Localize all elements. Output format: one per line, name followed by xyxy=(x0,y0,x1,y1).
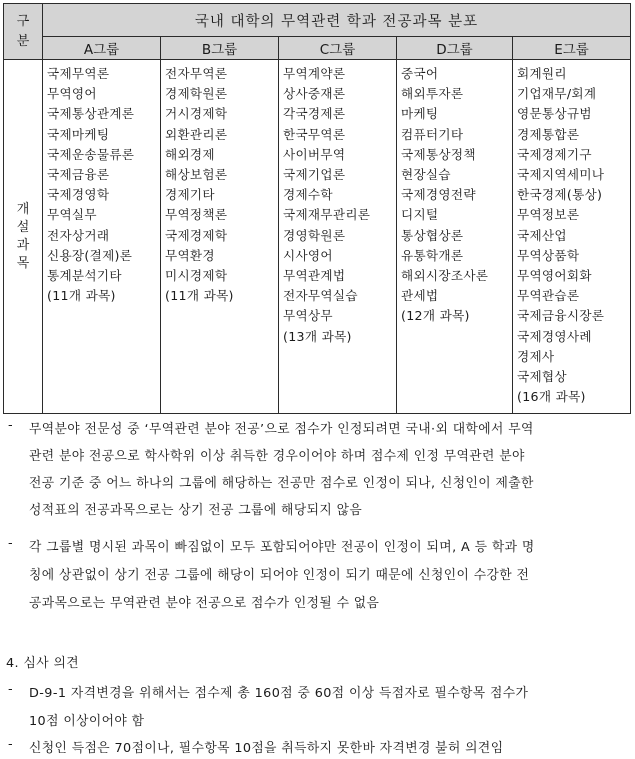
group-c-courses xyxy=(279,60,397,414)
course-item: 디지털 xyxy=(401,207,439,223)
course-item: 경제학원론 xyxy=(165,86,228,102)
course-item: 무역관습론 xyxy=(517,288,580,304)
paragraph-line: 성적표의 전공과목으로는 상기 전공 그룹에 해당되지 않음 xyxy=(29,503,363,518)
group-header-c: C그룹 xyxy=(279,37,397,60)
course-item: 상사중재론 xyxy=(283,86,346,102)
paragraph-line: 각 그룹별 명시된 과목이 빠짐없이 모두 포함되어야만 전공이 인정이 되며, A 등 학과 명 xyxy=(29,540,535,555)
course-item: 외환관리론 xyxy=(165,126,228,142)
course-item: 무역계약론 xyxy=(283,66,346,81)
course-item: 중국어 xyxy=(401,66,439,81)
course-item: 국제지역세미나 xyxy=(517,167,605,183)
course-item: 미시경제학 xyxy=(165,268,228,284)
section-title: 4. 심사 의견 xyxy=(6,656,79,671)
paragraph-line: 전공 기준 중 어느 하나의 그룹에 해당하는 전공만 점수로 인정이 되나, 신청인이 제출한 xyxy=(29,476,534,491)
course-item: 한국무역론 xyxy=(283,126,346,142)
course-item: 무역상무 xyxy=(283,308,333,324)
course-item: 거시경제학 xyxy=(165,106,228,122)
course-item: 국제금융론 xyxy=(47,167,110,183)
course-item: 무역실무 xyxy=(47,207,97,223)
course-item: 경영학원론 xyxy=(283,227,346,243)
course-item: 국제경영학 xyxy=(47,187,110,203)
course-item: 관세법 xyxy=(401,288,439,304)
course-item: 국제통상관계론 xyxy=(47,106,135,122)
group-header-e: E그룹 xyxy=(513,37,631,60)
course-item: 영문통상규범 xyxy=(517,106,592,122)
opinion-line: 신청인 득점은 70점이나, 필수항목 10점을 취득하지 못한바 자격변경 불허 의견임 xyxy=(29,741,504,756)
category-header xyxy=(4,4,43,60)
row-label-char: 개 xyxy=(16,201,30,217)
course-item: (12개 과목) xyxy=(401,308,470,324)
course-item: 국제경영사례 xyxy=(517,328,592,344)
course-item: 시사영어 xyxy=(283,247,333,263)
course-item: 국제재무관리론 xyxy=(283,207,371,223)
course-item: 무역관계법 xyxy=(283,268,346,284)
opinion-line: 10점 이상이어야 함 xyxy=(29,714,145,729)
course-item: 해외경제 xyxy=(165,146,215,162)
course-item: 국제경제기구 xyxy=(517,146,592,162)
bullet-dash: - xyxy=(8,682,14,697)
category-header-char: 구 xyxy=(16,13,30,29)
course-item: 경제수학 xyxy=(283,187,333,203)
course-item: (11개 과목) xyxy=(165,288,234,304)
paragraph-line: 칭에 상관없이 상기 전공 그룹에 해당이 되어야 인정이 되기 때문에 신청인이 수강한 전 xyxy=(29,568,530,583)
course-item: 해외시장조사론 xyxy=(401,268,489,284)
group-a-courses xyxy=(43,60,161,414)
course-item: 해외투자론 xyxy=(401,86,464,102)
course-item: 회계원리 xyxy=(517,66,567,81)
course-item: (11개 과목) xyxy=(47,288,116,304)
course-item: 유통학개론 xyxy=(401,247,464,263)
row-label-char: 설 xyxy=(16,219,30,235)
course-item: 통계분석기타 xyxy=(47,268,122,284)
row-label-courses xyxy=(4,60,43,414)
course-item: 경제사 xyxy=(517,348,555,364)
course-item: 현장실습 xyxy=(401,167,451,183)
course-item: 무역상품학 xyxy=(517,247,580,263)
category-header-char: 분 xyxy=(16,33,30,49)
course-item: (13개 과목) xyxy=(283,328,352,344)
course-item: 무역정보론 xyxy=(517,207,580,223)
course-item: (16개 과목) xyxy=(517,389,586,405)
group-e-courses xyxy=(513,60,631,414)
course-item: 경제통합론 xyxy=(517,126,580,142)
group-header-a: A그룹 xyxy=(43,37,161,60)
course-item: 컴퓨터기타 xyxy=(401,126,464,142)
course-item: 신용장(결제)론 xyxy=(47,247,133,263)
bullet-dash: - xyxy=(8,418,14,433)
course-item: 무역정책론 xyxy=(165,207,228,223)
course-item: 전자무역실습 xyxy=(283,288,358,304)
group-d-courses xyxy=(397,60,513,414)
row-label-char: 목 xyxy=(16,255,30,271)
course-item: 기업재무/회계 xyxy=(517,86,597,102)
course-item: 경제기타 xyxy=(165,187,215,203)
course-item: 한국경제(통상) xyxy=(517,187,603,203)
paragraph-line: 공과목으로는 무역관련 분야 전공으로 점수가 인정될 수 없음 xyxy=(29,596,380,611)
course-item: 국제협상 xyxy=(517,369,567,385)
course-item: 통상협상론 xyxy=(401,227,464,243)
group-header-d: D그룹 xyxy=(397,37,513,60)
course-item: 전자상거래 xyxy=(47,227,110,243)
course-item: 사이버무역 xyxy=(283,146,346,162)
course-item: 국제통상정책 xyxy=(401,146,476,162)
opinion-line: D-9-1 자격변경을 위해서는 점수제 총 160점 중 60점 이상 득점자로 필수항목 점수가 xyxy=(29,686,529,701)
course-item: 국제마케팅 xyxy=(47,126,110,142)
course-item: 국제경영전략 xyxy=(401,187,476,203)
bullet-dash: - xyxy=(8,536,14,551)
course-item: 무역영어회화 xyxy=(517,268,592,284)
course-item: 국제금융시장론 xyxy=(517,308,605,324)
paragraph-line: 무역분야 전문성 중 ‘무역관련 분야 전공’으로 점수가 인정되려면 국내·외 대학에서 무역 xyxy=(29,422,534,437)
table-title: 국내 대학의 무역관련 학과 전공과목 분포 xyxy=(43,4,631,37)
group-b-courses xyxy=(161,60,279,414)
course-item: 무역영어 xyxy=(47,86,97,102)
course-item: 국제산업 xyxy=(517,227,567,243)
course-item: 국제기업론 xyxy=(283,167,346,183)
paragraph-line: 관련 분야 전공으로 학사학위 이상 취득한 경우이어야 하며 점수제 인정 무역관련 분야 xyxy=(29,449,525,464)
group-header-b: B그룹 xyxy=(161,37,279,60)
course-item: 국제무역론 xyxy=(47,66,110,81)
course-item: 해상보험론 xyxy=(165,167,228,183)
course-item: 마케팅 xyxy=(401,106,439,122)
course-item: 전자무역론 xyxy=(165,66,228,81)
course-item: 무역환경 xyxy=(165,247,215,263)
course-item: 국제운송물류론 xyxy=(47,146,135,162)
course-item: 각국경제론 xyxy=(283,106,346,122)
course-item: 국제경제학 xyxy=(165,227,228,243)
bullet-dash: - xyxy=(8,737,14,752)
row-label-char: 과 xyxy=(16,237,30,253)
major-distribution-table xyxy=(3,3,631,414)
